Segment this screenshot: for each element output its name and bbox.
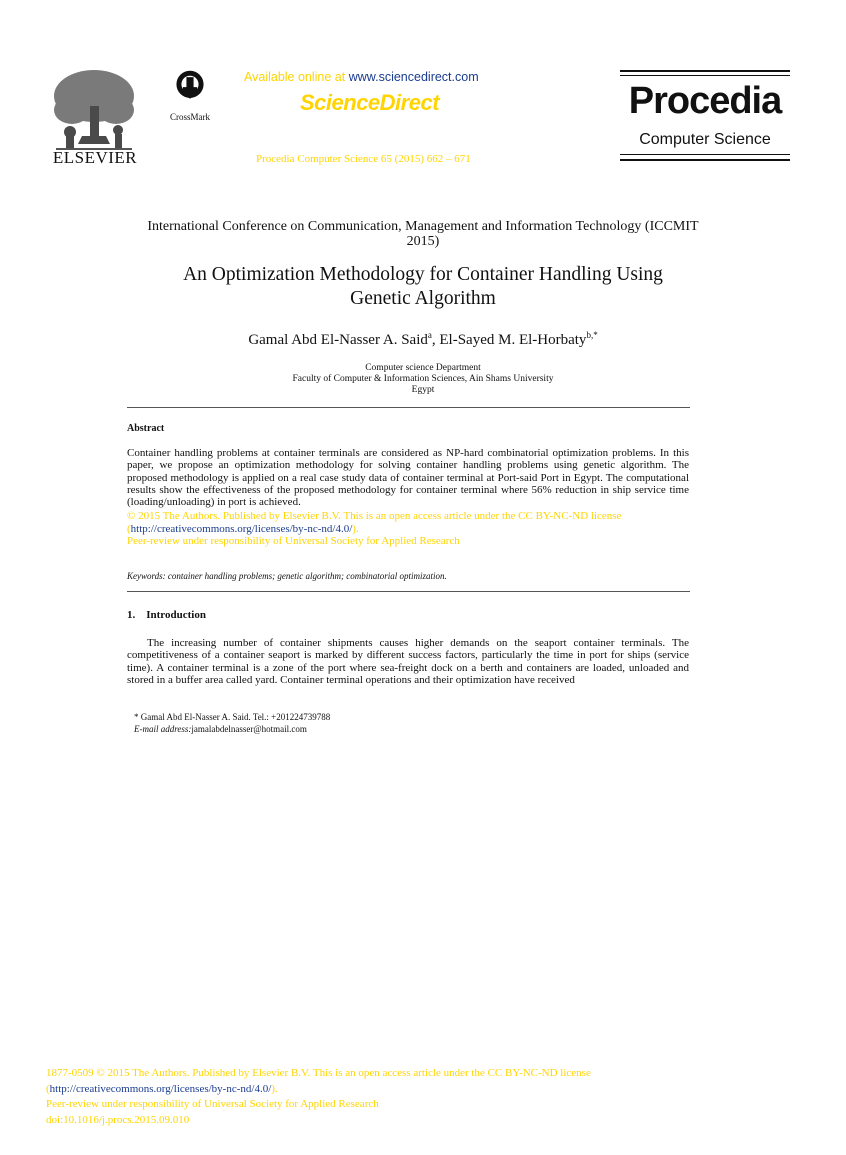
affiliation-line-3: Egypt <box>411 385 435 395</box>
license-close: ). <box>352 522 359 535</box>
license-url-line <box>127 523 689 535</box>
introduction-text: The increasing number of container shipments causes higher demands on the seaport container terminals. The competitiveness of a container seaport is marked by different success factors, particularly the time in port for ships (service time). A container terminal is a zone of the port where sea-freight dock on a berth and containers are loaded, unloaded and stored in a buffer area called yard. Container terminal operations and their optimization have received <box>127 637 689 686</box>
license-open: ( <box>127 522 131 535</box>
introduction-heading: 1. Introduction <box>127 609 206 621</box>
footer-url-line <box>46 1082 591 1098</box>
divider-bottom <box>127 591 690 592</box>
peer-review-statement: Peer-review under responsibility of Universal Society for Applied Research <box>127 535 460 548</box>
procedia-subtitle: Computer Science <box>639 131 771 148</box>
license-statement: © 2015 The Authors. Published by Elsevier B.V. This is an open access article under the CC BY-NC-ND license <box>127 510 622 523</box>
author-2: , El-Sayed M. El-Horbaty <box>431 332 587 348</box>
elsevier-wordmark: ELSEVIER <box>52 148 138 167</box>
affiliation-line-1: Computer science Department <box>365 363 481 373</box>
affiliation-line-2: Faculty of Computer & Information Sciences, Ain Shams University <box>292 374 554 384</box>
abstract-section <box>127 447 689 547</box>
journal-reference: Procedia Computer Science 65 (2015) 662 – 671 <box>256 153 471 165</box>
abstract-text: Container handling problems at container terminals are considered as NP-hard combinatorial optimization problems. In this paper, we propose an optimization methodology for solving container handling problems using genetic algorithm. The proposed methodology is applied on a real case study data of container terminal at Port-said Port in Egypt. The computational results show the effectiveness of the proposed methodology for container terminal where 56% reduction in ship service time (loading/unloading) in port is achieved. <box>127 447 689 509</box>
footer-doi[interactable]: doi:10.1016/j.procs.2015.09.010 <box>46 1113 190 1126</box>
page-footer <box>46 1066 591 1128</box>
affiliation <box>120 363 726 396</box>
license-link[interactable]: http://creativecommons.org/licenses/by-nc-nd/4.0/ <box>130 522 353 535</box>
email-address[interactable]: jamalabdelnasser@hotmail.com <box>191 723 307 734</box>
title-line-1: An Optimization Methodology for Container Handling Using <box>183 264 663 285</box>
sciencedirect-link[interactable]: www.sciencedirect.com <box>348 70 479 84</box>
procedia-title: Procedia <box>628 80 782 122</box>
corresponding-author-footnote <box>134 712 330 735</box>
conference-name <box>120 219 726 249</box>
crossmark-label: CrossMark <box>170 112 210 122</box>
author-list <box>120 330 726 349</box>
available-prefix: Available online at <box>244 70 349 84</box>
footnote-author: * Gamal Abd El-Nasser A. Said. Tel.: +201224739788 <box>134 712 331 722</box>
author-1: Gamal Abd El-Nasser A. Said <box>248 332 428 348</box>
sciencedirect-logo: ScienceDirect <box>300 90 440 115</box>
conference-line-1: International Conference on Communication, Management and Information Technology (ICCMIT <box>147 219 699 234</box>
title-line-2: Genetic Algorithm <box>350 288 496 309</box>
abstract-heading: Abstract <box>127 423 165 434</box>
available-online-line <box>244 70 524 84</box>
email-label: E-mail address: <box>134 723 192 734</box>
author-2-affil: b,* <box>586 330 598 340</box>
footnote-email-line <box>134 724 330 736</box>
divider-top <box>127 407 690 408</box>
footer-close: ). <box>271 1082 278 1095</box>
crossmark-icon[interactable] <box>168 70 212 110</box>
keywords: Keywords: container handling problems; genetic algorithm; combinatorial optimization. <box>127 571 447 581</box>
footer-open: ( <box>46 1082 50 1095</box>
footer-peer-review: Peer-review under responsibility of Universal Society for Applied Research <box>46 1098 379 1110</box>
footer-license: 1877-0509 © 2015 The Authors. Published by Elsevier B.V. This is an open access article under the CC BY-NC-ND license <box>46 1067 591 1079</box>
footer-license-link[interactable]: http://creativecommons.org/licenses/by-nc-nd/4.0/ <box>49 1082 272 1095</box>
conference-line-2: 2015) <box>406 234 440 249</box>
paper-title <box>120 263 726 311</box>
author-1-affil: a <box>427 330 432 340</box>
